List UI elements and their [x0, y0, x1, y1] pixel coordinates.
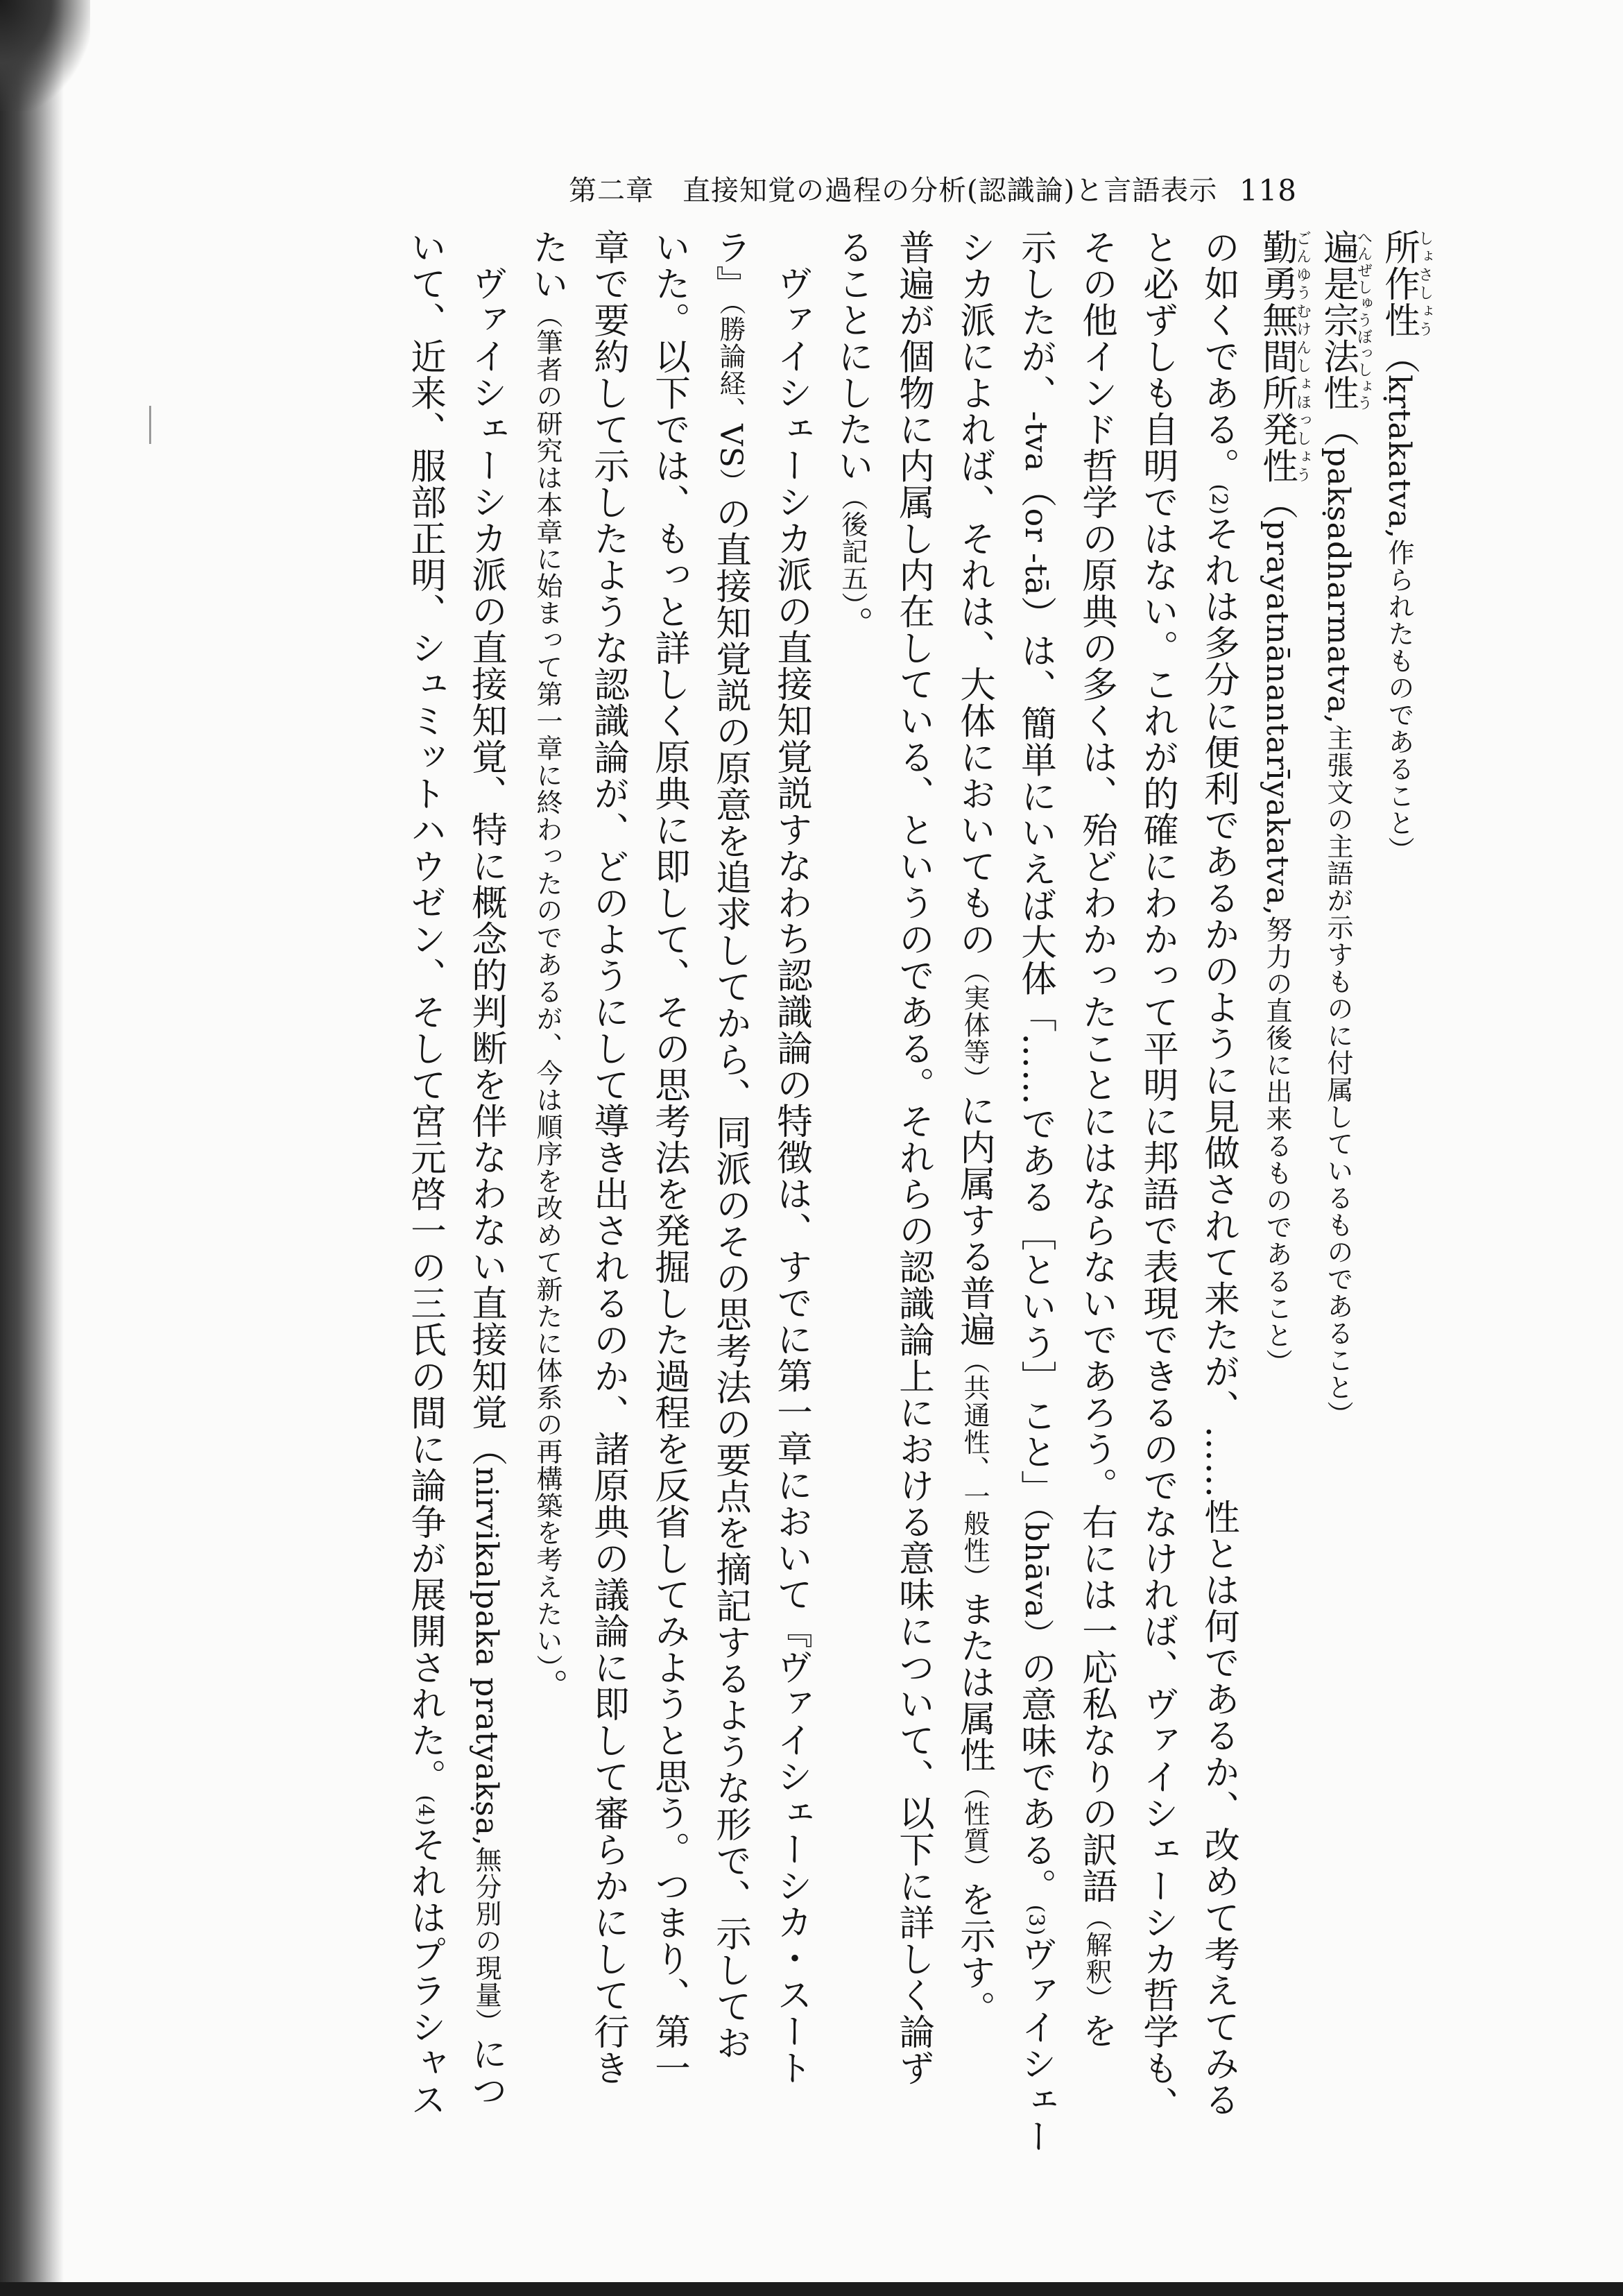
parenthetical-text: （勝論経、 — [715, 302, 746, 424]
scan-shadow-left-edge — [0, 0, 64, 2296]
text-segment: 示したが、 — [1015, 229, 1056, 411]
text-line — [822, 229, 883, 2157]
text-segment: （ — [1015, 472, 1056, 508]
vertical-body-text — [395, 229, 1432, 2157]
text-segment: ラ』 — [710, 229, 751, 302]
text-line — [1127, 229, 1188, 2157]
latin-term: prayatnānantarīyakatva, — [1260, 520, 1295, 916]
latin-term: （bhāva） — [1018, 1506, 1054, 1650]
text-line — [1310, 229, 1371, 2157]
ruby-term — [1378, 229, 1434, 339]
ruby-reading: しょさしょう — [1416, 229, 1434, 339]
text-line — [700, 229, 761, 2157]
latin-term: or -tā — [1018, 508, 1054, 596]
text-segment: を示す。 — [954, 1881, 995, 2027]
latin-term: VS — [713, 424, 748, 468]
ruby-reading: ごんゆうむけんしょほっしょう — [1294, 229, 1312, 484]
text-line — [456, 229, 517, 2157]
text-segment: ）は、簡単にいえば大体「……である［という］こと」 — [1015, 595, 1056, 1507]
ruby-term — [1256, 229, 1312, 484]
chapter-title: 第二章 直接知覚の過程の分析(認識論)と言語表示 — [569, 175, 1218, 207]
gutter-mark — [149, 406, 151, 444]
parenthetical-text: （実体等） — [959, 957, 990, 1093]
parenthetical-text: 無分別の現量） — [471, 1846, 501, 2036]
text-segment: ることにしたい — [832, 229, 873, 484]
text-line — [1188, 229, 1249, 2157]
text-line — [1005, 229, 1066, 2157]
parenthetical-text: （解釈） — [1081, 1904, 1112, 2012]
parenthetical-text: （筆者の研究は本章に始まって第一章に終わったのであるが、今は順序を改めて新たに体系の再構築を考えたい） — [532, 302, 563, 1668]
text-segment: 。 — [526, 1668, 568, 1705]
parenthetical-text: 主張文の主語が示すものに付属しているものであること） — [1323, 724, 1353, 1428]
ruby-term — [1317, 229, 1373, 411]
text-segment: （ — [465, 1430, 507, 1467]
parenthetical-text: 努力の直後に出来るものであること） — [1262, 916, 1292, 1376]
text-segment: 章で要約して示したような認識論が、どのようにして導き出されるのか、諸原典の議論に即して審らかにして行き — [587, 229, 629, 2087]
latin-term: pakṣadharmatva, — [1321, 447, 1356, 725]
text-line — [639, 229, 700, 2157]
text-line — [883, 229, 944, 2157]
text-segment: （ — [1378, 338, 1420, 375]
text-segment: たい — [526, 229, 568, 302]
text-segment: の意味である。 — [1015, 1650, 1056, 1905]
text-line — [395, 229, 456, 2157]
text-line — [1371, 229, 1432, 2157]
text-line — [517, 229, 578, 2157]
parenthetical-text: （性質） — [959, 1773, 990, 1881]
text-line — [1066, 229, 1127, 2157]
footnote-marker: (4) — [413, 1794, 438, 1826]
text-segment: その他インド哲学の原典の多くは、殆どわかったことにはならないであろう。右には一応私なりの訳語 — [1076, 229, 1117, 1904]
text-segment: につ — [465, 2035, 507, 2109]
parenthetical-text: （後記五） — [837, 483, 868, 606]
latin-term: kṛtakatva, — [1382, 375, 1417, 540]
parenthetical-text: ） — [715, 468, 746, 495]
footnote-marker: (3) — [1024, 1904, 1048, 1937]
text-segment: ヴァイシェー — [1015, 1936, 1056, 2155]
text-segment: 。 — [832, 606, 873, 642]
text-line — [944, 229, 1005, 2157]
page-number: 118 — [1239, 173, 1297, 207]
text-segment: シカ派によれば、それは、大体においてもの — [954, 229, 995, 957]
ruby-base: 勤勇無間所発性 — [1256, 229, 1298, 484]
scan-shadow-bottom-edge — [0, 2282, 1623, 2296]
text-segment: に内属する普遍 — [954, 1093, 995, 1348]
text-segment: を — [1076, 2012, 1117, 2049]
text-segment: いて、近来、服部正明、シュミットハウゼン、そして宮元啓一の三氏の間に論争が展開された。 — [404, 229, 446, 1795]
footnote-marker: (2) — [1207, 483, 1231, 515]
text-segment: ヴァイシェーシカ派の直接知覚説すなわち認識論の特徴は、すでに第一章において『ヴァイシェーシカ・スート — [771, 265, 812, 2086]
text-line — [761, 229, 822, 2157]
text-line — [1249, 229, 1310, 2157]
parenthetical-text: （共通性、一般性） — [959, 1347, 990, 1591]
ruby-base: 遍是宗法性 — [1317, 229, 1359, 411]
latin-term: nirvikalpaka pratyakṣa, — [469, 1466, 504, 1847]
text-segment: それは多分に便利であるかのように見做されて来たが、……性とは何であるか、改めて考えてみる — [1198, 515, 1239, 2118]
text-segment: それはプラシャス — [404, 1826, 446, 2118]
text-segment: または属性 — [954, 1591, 995, 1773]
ruby-reading: へんぜしゅうぼっしょう — [1355, 229, 1373, 411]
text-segment: （ — [1256, 483, 1298, 520]
ruby-base: 所作性 — [1378, 229, 1420, 339]
text-segment: と必ずしも自明ではない。これが的確にわかって平明に邦語で表現できるのでなければ、ヴァイシェーシカ哲学も、 — [1137, 229, 1178, 2123]
text-segment: の如くである。 — [1198, 229, 1239, 484]
text-segment: ヴァイシェーシカ派の直接知覚、特に概念的判断を伴なわない直接知覚 — [465, 265, 507, 1430]
text-segment: 普遍が個物に内属し内在している、というのである。それらの認識論上における意味について、以下に詳しく論ず — [893, 229, 934, 2087]
text-segment: の直接知覚説の原意を追求してから、同派のその思考法の要点を摘記するような形で、示してお — [710, 495, 751, 2062]
running-head — [569, 170, 1297, 212]
parenthetical-text: 作られたものであること） — [1384, 539, 1414, 864]
text-segment: いた。以下では、もっと詳しく原典に即して、その思考法を発掘した過程を反省してみようと思う。つまり、第一 — [649, 229, 690, 2087]
latin-term: -tva — [1018, 411, 1054, 472]
scan-shadow-top-corner — [0, 0, 90, 111]
text-line — [578, 229, 639, 2157]
text-segment: （ — [1317, 411, 1359, 447]
